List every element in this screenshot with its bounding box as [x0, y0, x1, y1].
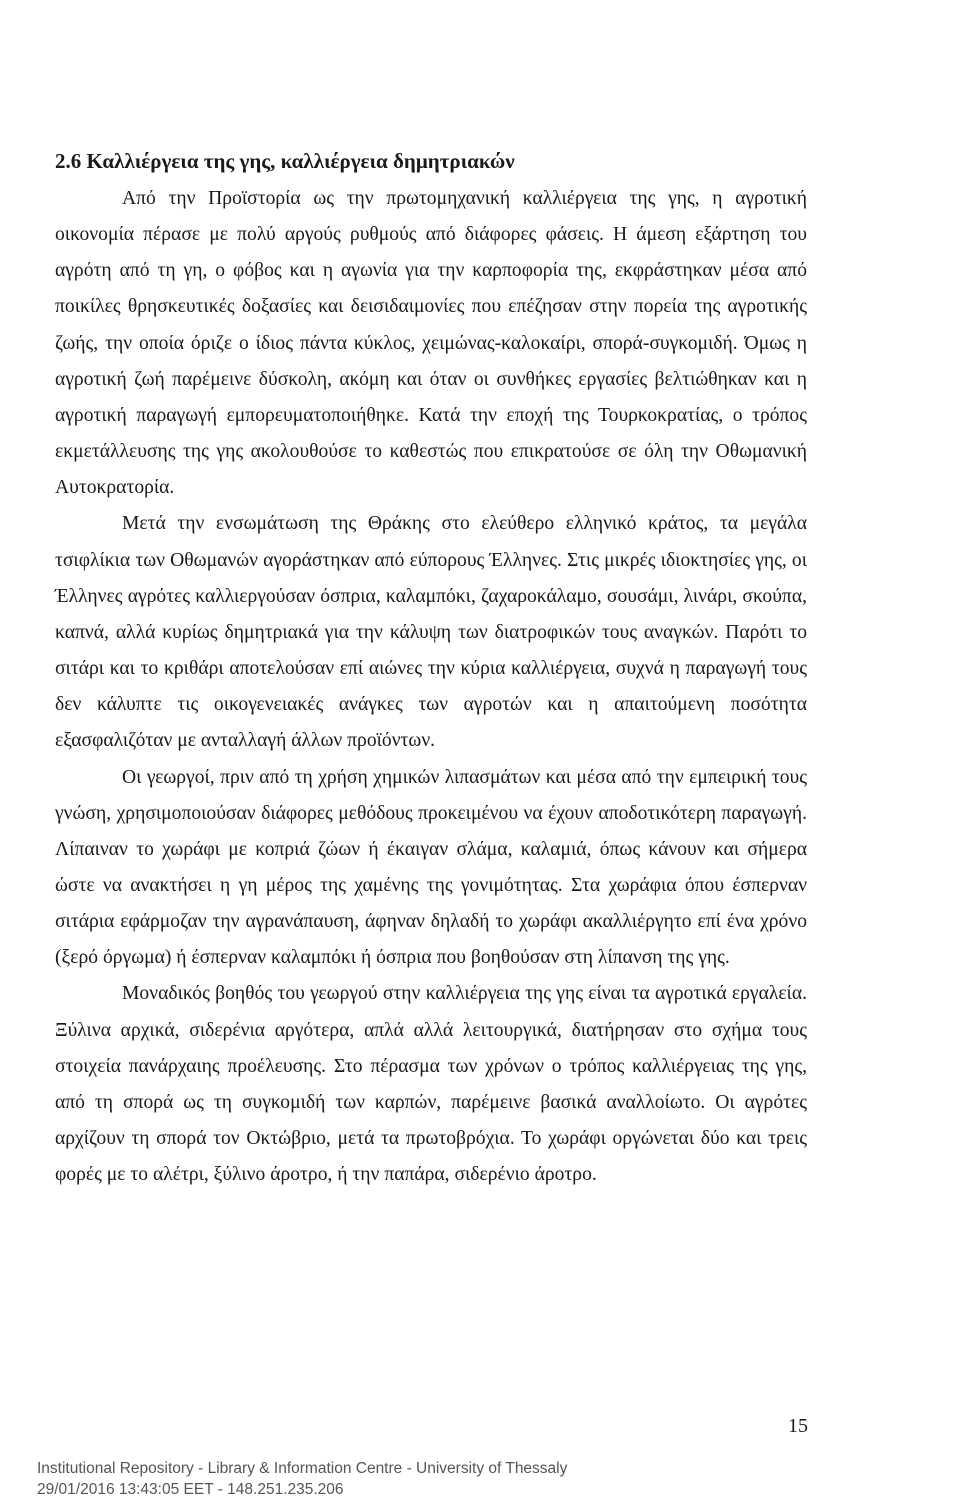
paragraph-4: Μοναδικός βοηθός του γεωργού στην καλλιέργεια της γης είναι τα αγροτικά εργαλεία. Ξύλινα αρχικά, σιδερένια αργότερα, απλά αλλά λειτουργικά, διατήρησαν στο σχήμα τους στοιχεία πανάρχαιης προέλευσης. Στο πέρασμα των χρόνων ο τρόπος καλλιέργειας της γης, από τη σπορά ως τη συγκομιδή των καρπών, παρέμεινε βασικά αναλλοίωτο. Οι αγρότες αρχίζουν τη σπορά τον Οκτώβριο, μετά τα πρωτοβρόχια. Το χωράφι οργώνεται δύο και τρεις φορές με το αλέτρι, ξύλινο άροτρο, ή την παπάρα, σιδερένιο άροτρο.: [55, 983, 807, 1186]
section-heading: 2.6 Καλλιέργεια της γης, καλλιέργεια δημητριακών: [55, 149, 515, 173]
footer-repository-line: Institutional Repository - Library & Information Centre - University of Thessaly: [37, 1460, 568, 1477]
paragraph-2: Μετά την ενσωμάτωση της Θράκης στο ελεύθερο ελληνικό κράτος, τα μεγάλα τσιφλίκια των Οθωμανών αγοράστηκαν από εύπορους Έλληνες. Στις μικρές ιδιοκτησίες γης, οι Έλληνες αγρότες καλλιεργούσαν όσπρια, καλαμπόκι, ζαχαροκάλαμο, σουσάμι, λινάρι, σκούπα, καπνά, αλλά κυρίως δημητριακά για την κάλυψη των διατροφικών τους αναγκών. Παρότι το σιτάρι και το κριθάρι αποτελούσαν επί αιώνες την κύρια καλλιέργεια, συχνά η παραγωγή τους δεν κάλυπτε τις οικογενειακές ανάγκες των αγροτών και η απαιτούμενη ποσότητα εξασφαλιζόταν με ανταλλαγή άλλων προϊόντων.: [55, 513, 807, 752]
paragraph-3: Οι γεωργοί, πριν από τη χρήση χημικών λιπασμάτων και μέσα από την εμπειρική τους γνώση, χρησιμοποιούσαν διάφορες μεθόδους προκειμένου να έχουν αποδοτικότερη παραγωγή. Λίπαιναν το χωράφι με κοπριά ζώων ή έκαιγαν σλάμα, καλαμιά, όπως κάνουν και σήμερα ώστε να ανακτήσει η γη μέρος της χαμένης της γονιμότητας. Στα χωράφια όπου έσπερναν σιτάρια εφάρμοζαν την αγρανάπαυση, άφηναν δηλαδή το χωράφι ακαλλιέργητο επί ένα χρόνο (ξερό όργωμα) ή έσπερναν καλαμπόκι ή όσπρια που βοηθούσαν στη λίπανση της γης.: [55, 766, 807, 969]
page-number: 15: [788, 1415, 808, 1437]
footer-timestamp-line: 29/01/2016 13:43:05 EET - 148.251.235.206: [37, 1481, 344, 1498]
repository-footer: [37, 1458, 797, 1500]
body-text: [55, 181, 807, 1193]
paragraph-1: Από την Προϊστορία ως την πρωτομηχανική καλλιέργεια της γης, η αγροτική οικονομία πέρασε με πολύ αργούς ρυθμούς από διάφορες φάσεις. Η άμεση εξάρτηση του αγρότη από τη γη, ο φόβος και η αγωνία για την καρποφορία της, εκφράστηκαν μέσα από ποικίλες θρησκευτικές δοξασίες και δεισιδαιμονίες που επέζησαν στην πορεία της αγροτικής ζωής, την οποία όριζε ο ίδιος πάντα κύκλος, χειμώνας-καλοκαίρι, σπορά-συγκομιδή. Όμως η αγροτική ζωή παρέμεινε δύσκολη, ακόμη και όταν οι συνθήκες εργασίες βελτιώθηκαν και η αγροτική παραγωγή εμπορευματοποιήθηκε. Κατά την εποχή της Τουρκοκρατίας, ο τρόπος εκμετάλλευσης της γης ακολουθούσε το καθεστώς που επικρατούσε σε όλη την Οθωμανική Αυτοκρατορία.: [55, 188, 807, 499]
